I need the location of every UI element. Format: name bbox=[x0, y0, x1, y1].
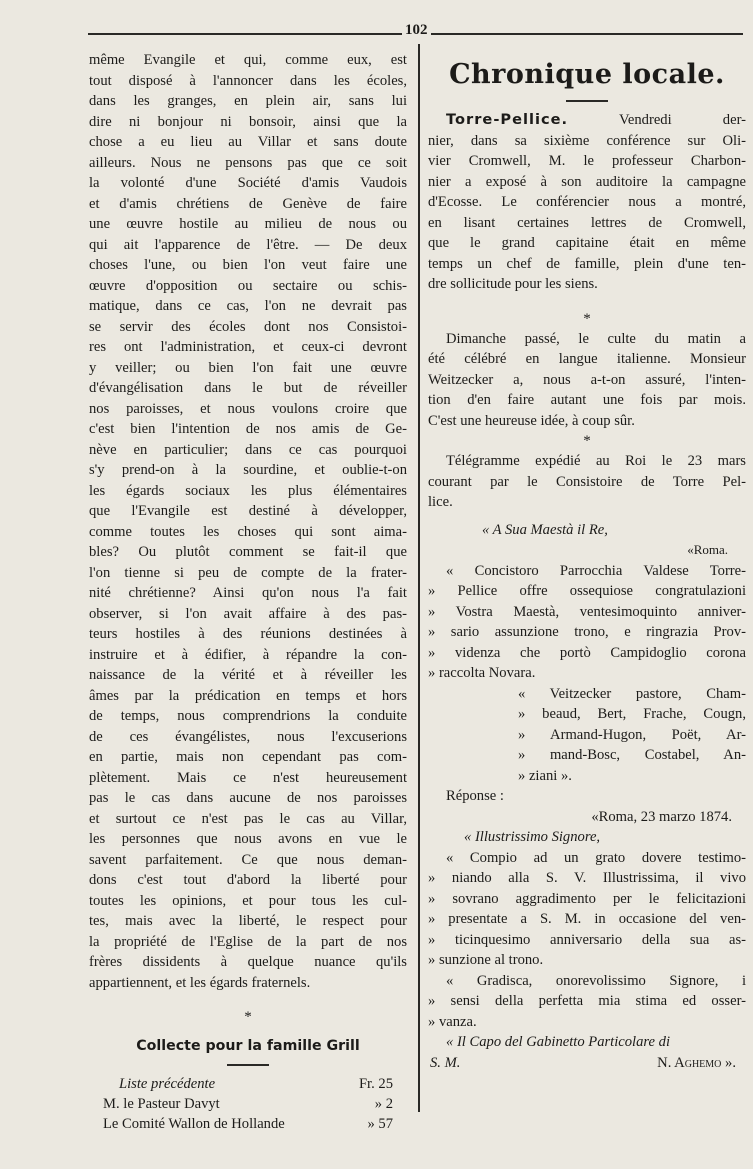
text-line: les personnes que nous avons en vue le bbox=[89, 831, 407, 847]
text-line: y veiller; ou bien l'on fait une œuvre bbox=[89, 359, 407, 376]
text-line: » ziani ». bbox=[518, 767, 572, 784]
collecte-name: Liste précédente bbox=[119, 1076, 216, 1092]
roma-date: «Roma, 23 marzo 1874. bbox=[591, 808, 732, 825]
paragraph-culte bbox=[428, 329, 746, 432]
text-line: plètement. Mais ce n'est heureusement bbox=[89, 769, 407, 786]
text-line: « Concistoro Parrocchia Valdese Torre- bbox=[446, 562, 746, 579]
place-name: Torre-Pellice. bbox=[446, 111, 569, 128]
text-line: en lisant certaines lettres de Cromwell, bbox=[428, 214, 746, 231]
signature-right: N. Aghemo ». bbox=[657, 1054, 736, 1071]
text-line: tion d'en faire autant une fois par mois. bbox=[428, 392, 746, 408]
text-line: l'on tienne si peu de compte de la frater- bbox=[89, 564, 407, 581]
section-star: * bbox=[583, 433, 591, 449]
column-divider bbox=[418, 44, 420, 1112]
paragraph-conference bbox=[428, 131, 746, 295]
text-line: ailleurs. Nous ne pensons pas que ce soit bbox=[89, 154, 407, 171]
title-rule bbox=[566, 100, 608, 102]
collecte-name: M. le Pasteur Davyt bbox=[103, 1096, 220, 1112]
paragraph-first-line bbox=[428, 110, 746, 131]
text-line: d'Ecosse. Le conférencier nous a montré, bbox=[428, 194, 746, 210]
text-line: » Armand-Hugon, Poët, Ar- bbox=[518, 726, 746, 743]
text-line: » sovrano aggradimento per le felicitazioni bbox=[428, 890, 746, 907]
article-continuation bbox=[89, 50, 407, 993]
text-line: savent parfaitement. Ce que nous deman- bbox=[89, 851, 407, 868]
text-line: comme toutes les choses qui sont aima- bbox=[89, 523, 407, 540]
addressee: « A Sua Maestà il Re, bbox=[482, 521, 608, 538]
text-line: c'est bien l'intention de nos amis de Ge- bbox=[89, 421, 407, 437]
signature-line bbox=[428, 1053, 746, 1073]
text-line: » niando alla S. V. Illustrissima, il vivo bbox=[428, 870, 746, 886]
section-title: Chronique locale. bbox=[449, 59, 725, 90]
text-line: » mand-Bosc, Costabel, An- bbox=[518, 747, 746, 763]
text-line: dire ni bonjour ni bonsoir, ainsi que la bbox=[89, 113, 407, 130]
text-line: et d'amis chrétiens de Genève de faire bbox=[89, 195, 407, 212]
text-line: nité chrétienne? Ainsi qu'on nous l'a fait bbox=[89, 585, 407, 601]
text-line: qui ait l'apparence de l'être. — De deux bbox=[89, 236, 407, 253]
text-line: été célébré en langue italienne. Monsieur bbox=[428, 351, 746, 367]
paragraph-telegramme bbox=[428, 451, 746, 513]
text-line: toutes les opinions, et pour tous les cul- bbox=[89, 892, 407, 909]
text-line: dons c'est tout d'abord la liberté pour bbox=[89, 872, 407, 888]
text-line: » presentate a S. M. in occasione del ven- bbox=[428, 911, 746, 927]
text-line: temps un chef de famille, plein d'une ten- bbox=[428, 255, 746, 272]
collecte-rule bbox=[227, 1064, 269, 1066]
text-line: nier, dans sa sixième conférence sur Oli- bbox=[428, 132, 746, 149]
text-line: lice. bbox=[428, 494, 453, 510]
reply-text bbox=[428, 848, 746, 971]
text-line: » Vostra Maestà, ventesimoquinto anniver- bbox=[428, 603, 746, 620]
collecte-row bbox=[89, 1094, 407, 1114]
text-line: Télégramme expédié au Roi le 23 mars bbox=[446, 453, 746, 469]
text-line: » beaud, Bert, Frache, Cougn, bbox=[518, 706, 746, 722]
text-line: d'évangélisation dans le but de réveiller bbox=[89, 380, 407, 396]
telegram-signers bbox=[428, 684, 746, 787]
text-line: chose a eu lieu au Villar et sans doute bbox=[89, 134, 407, 150]
collecte-row bbox=[89, 1074, 407, 1094]
text-line: et surtout ce n'est pas le cas au Villar, bbox=[89, 810, 407, 827]
text-line: « Compio ad un grato dovere testimo- bbox=[446, 849, 746, 866]
text-line: nève en particulier; dans ce cas pourquoi bbox=[89, 441, 407, 458]
text-line: » sensi della perfetta mia stima ed osser- bbox=[428, 993, 746, 1009]
text-line: Weitzecker a, nous a-t-on assuré, l'inten- bbox=[428, 371, 746, 388]
collecte-row bbox=[89, 1114, 407, 1134]
text-line: teurs hostiles à des réunions destinées à bbox=[89, 626, 407, 642]
signature-left: S. M. bbox=[430, 1054, 461, 1071]
left-column bbox=[89, 50, 407, 1134]
text-line: appartiennent, et les égards fraternels. bbox=[89, 974, 311, 991]
text-line: une œuvre hostile au milieu de nous ou bbox=[89, 216, 407, 232]
text-line: instruire et à édifier, à répandre la con- bbox=[89, 646, 407, 663]
text-line: œuvre d'opposition ou sectaire ou schis- bbox=[89, 277, 407, 294]
reponse-label: Réponse : bbox=[446, 788, 504, 804]
telegram-text bbox=[428, 561, 746, 684]
text-line: que le grand capitaine était en même bbox=[428, 235, 746, 251]
text-line: de ces évangélistes, nous l'excuserions bbox=[89, 728, 407, 745]
collecte-amount: Fr. 25 bbox=[358, 1076, 393, 1092]
paragraph-text: Vendredi der- bbox=[568, 112, 746, 128]
page-number: 102 bbox=[402, 22, 431, 39]
section-star: * bbox=[583, 310, 591, 327]
text-line: » sunzione al trono. bbox=[428, 952, 544, 968]
text-line: bles? Ou plutôt comment se fait-il que bbox=[89, 544, 407, 560]
text-line: dans les granges, en plein air, sans lui bbox=[89, 93, 407, 109]
text-line: les égards sociaux les plus élémentaires bbox=[89, 482, 407, 499]
collecte-title: Collecte pour la famille Grill bbox=[136, 1038, 360, 1054]
text-line: » ticinquesimo anniversario della sua as- bbox=[428, 931, 746, 948]
text-line: âmes par la prédication en temps et hors bbox=[89, 687, 407, 704]
text-line: « Gradisca, onorevolissimo Signore, i bbox=[446, 972, 746, 989]
text-line: frères dissidents à quelque nuance qu'ils bbox=[89, 954, 407, 970]
collecte-amount: » 2 bbox=[374, 1096, 393, 1112]
collecte-name: Le Comité Wallon de Hollande bbox=[103, 1116, 285, 1132]
text-line: nos paroisses, et nous voulons croire que bbox=[89, 400, 407, 417]
text-line: en partie, mais non cependant pas com- bbox=[89, 749, 407, 765]
text-line: » vanza. bbox=[428, 1013, 477, 1030]
text-line: pas le cas dans aucune de nos paroisses bbox=[89, 790, 407, 806]
text-line: res ont l'administration, et ceux-ci devront bbox=[89, 339, 407, 355]
text-line: observer, si l'on avait affaire à des pas- bbox=[89, 605, 407, 622]
text-line: de temps, nous comprendrions la conduite bbox=[89, 708, 407, 724]
text-line: » sario assunzione trono, e ringrazia Prov- bbox=[428, 624, 746, 640]
collecte-amount: » 57 bbox=[367, 1116, 393, 1132]
text-line: nier a exposé à son auditoire la campagne bbox=[428, 173, 746, 190]
text-line: que l'Evangile est destiné à développer, bbox=[89, 503, 407, 519]
signature-title: « Il Capo del Gabinetto Particolare di bbox=[446, 1034, 671, 1050]
text-line: courant par le Consistoire de Torre Pel- bbox=[428, 473, 746, 490]
text-line: naissance de la vérité et à réveiller les bbox=[89, 667, 407, 683]
right-column bbox=[428, 50, 746, 1073]
text-line: s'y prend-on à la sourdine, et oublie-t-on bbox=[89, 462, 407, 478]
section-star: * bbox=[244, 1009, 252, 1025]
text-line: tes, mais avec la liberté, le respect pour bbox=[89, 913, 407, 929]
text-line: « Veitzecker pastore, Cham- bbox=[518, 685, 746, 702]
reply-closing bbox=[428, 971, 746, 1033]
text-line: tout disposé à l'annoncer dans les écoles, bbox=[89, 72, 407, 89]
text-line: Dimanche passé, le culte du matin a bbox=[446, 330, 746, 347]
text-line: vier Cromwell, M. le professeur Charbon- bbox=[428, 153, 746, 169]
text-line: choses l'une, ou bien l'on veut faire une bbox=[89, 257, 407, 273]
text-line: » videnza che portò Campidoglio corona bbox=[428, 644, 746, 661]
text-line: C'est une heureuse idée, à coup sûr. bbox=[428, 412, 635, 429]
text-line: la volonté d'une Société d'amis Vaudois bbox=[89, 175, 407, 191]
text-line: la propriété de l'Eglise de la part de nos bbox=[89, 933, 407, 950]
salutation: « Illustrissimo Signore, bbox=[464, 829, 601, 845]
text-line: » Pellice offre ossequiose congratulazioni bbox=[428, 583, 746, 599]
text-line: » raccolta Novara. bbox=[428, 665, 536, 681]
text-line: matique, dans ce cas, l'on ne devrait pas bbox=[89, 298, 407, 314]
text-line: se servir des écoles dont nos Consistoi- bbox=[89, 318, 407, 335]
text-line: même Evangile et qui, comme eux, est bbox=[89, 52, 407, 68]
text-line: dre sollicitude pour les siens. bbox=[428, 276, 598, 292]
roma-line: «Roma. bbox=[687, 542, 728, 557]
